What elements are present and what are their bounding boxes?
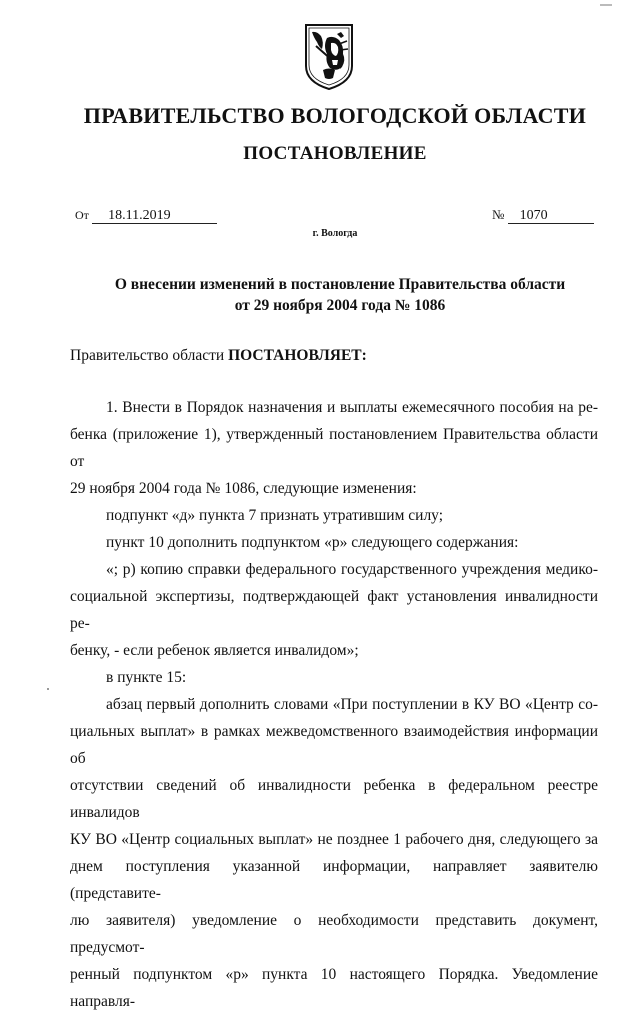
number-label: № [492, 207, 505, 222]
from-label: От [75, 208, 89, 222]
document-subject [80, 274, 600, 316]
body-line: в пункте 15: [106, 669, 187, 686]
body-line: лю заявителя) уведомление о необходимости представить документ, предусмот- [70, 912, 598, 956]
body-line: отсутствии сведений об инвалидности ребенка в федеральном реестре инвалидов [70, 777, 598, 821]
body-line: «; р) копию справки федерального государственного учреждения медико- [106, 561, 598, 578]
body-line: 1. Внести в Порядок назначения и выплаты ежемесячного пособия на ре- [106, 399, 598, 416]
date-row [75, 207, 217, 224]
scan-speck [47, 688, 49, 690]
intro-line [70, 342, 598, 369]
body-line: абзац первый дополнить словами «При поступлении в КУ ВО «Центр со- [106, 696, 598, 713]
number-row [492, 207, 594, 224]
body-line: социальной экспертизы, подтверждающей факт установления инвалидности ре- [70, 588, 598, 632]
body-line: бенку, - если ребенок является инвалидом»; [70, 642, 359, 659]
body-line: циальных выплат» в рамках межведомственного взаимодействия информации об [70, 723, 598, 767]
city-label: г. Вологда [312, 228, 358, 239]
scan-speck [600, 4, 612, 6]
body-line: 29 ноября 2004 года № 1086, следующие изменения: [70, 480, 417, 497]
body-line: пункт 10 дополнить подпунктом «р» следующего содержания: [106, 534, 519, 551]
body-line: ренный подпунктом «р» пункта 10 настоящего Порядка. Уведомление направля- [70, 966, 598, 1010]
body-line: днем поступления указанной информации, направляет заявителю (представите- [70, 858, 598, 902]
intro-text: Правительство области [70, 347, 229, 364]
organization-title: ПРАВИТЕЛЬСТВО ВОЛОГОДСКОЙ ОБЛАСТИ [83, 103, 587, 128]
document-type: ПОСТАНОВЛЕНИЕ [243, 143, 427, 164]
body-line: подпункт «д» пункта 7 признать утратившим силу; [106, 507, 444, 524]
intro-resolves: ПОСТАНОВЛЯЕТ: [228, 347, 367, 364]
subject-line-2: от 29 ноября 2004 года № 1086 [234, 297, 446, 314]
document-number: 1070 [508, 209, 594, 224]
body-line: КУ ВО «Центр социальных выплат» не позднее 1 рабочего дня, следующего за [70, 831, 598, 848]
vologda-coat-of-arms-icon [303, 22, 355, 92]
subject-line-1: О внесении изменений в постановление Правительства области [114, 276, 566, 293]
document-body [70, 342, 598, 1015]
body-line: бенка (приложение 1), утвержденный постановлением Правительства области от [70, 426, 598, 470]
document-date: 18.11.2019 [92, 209, 217, 224]
